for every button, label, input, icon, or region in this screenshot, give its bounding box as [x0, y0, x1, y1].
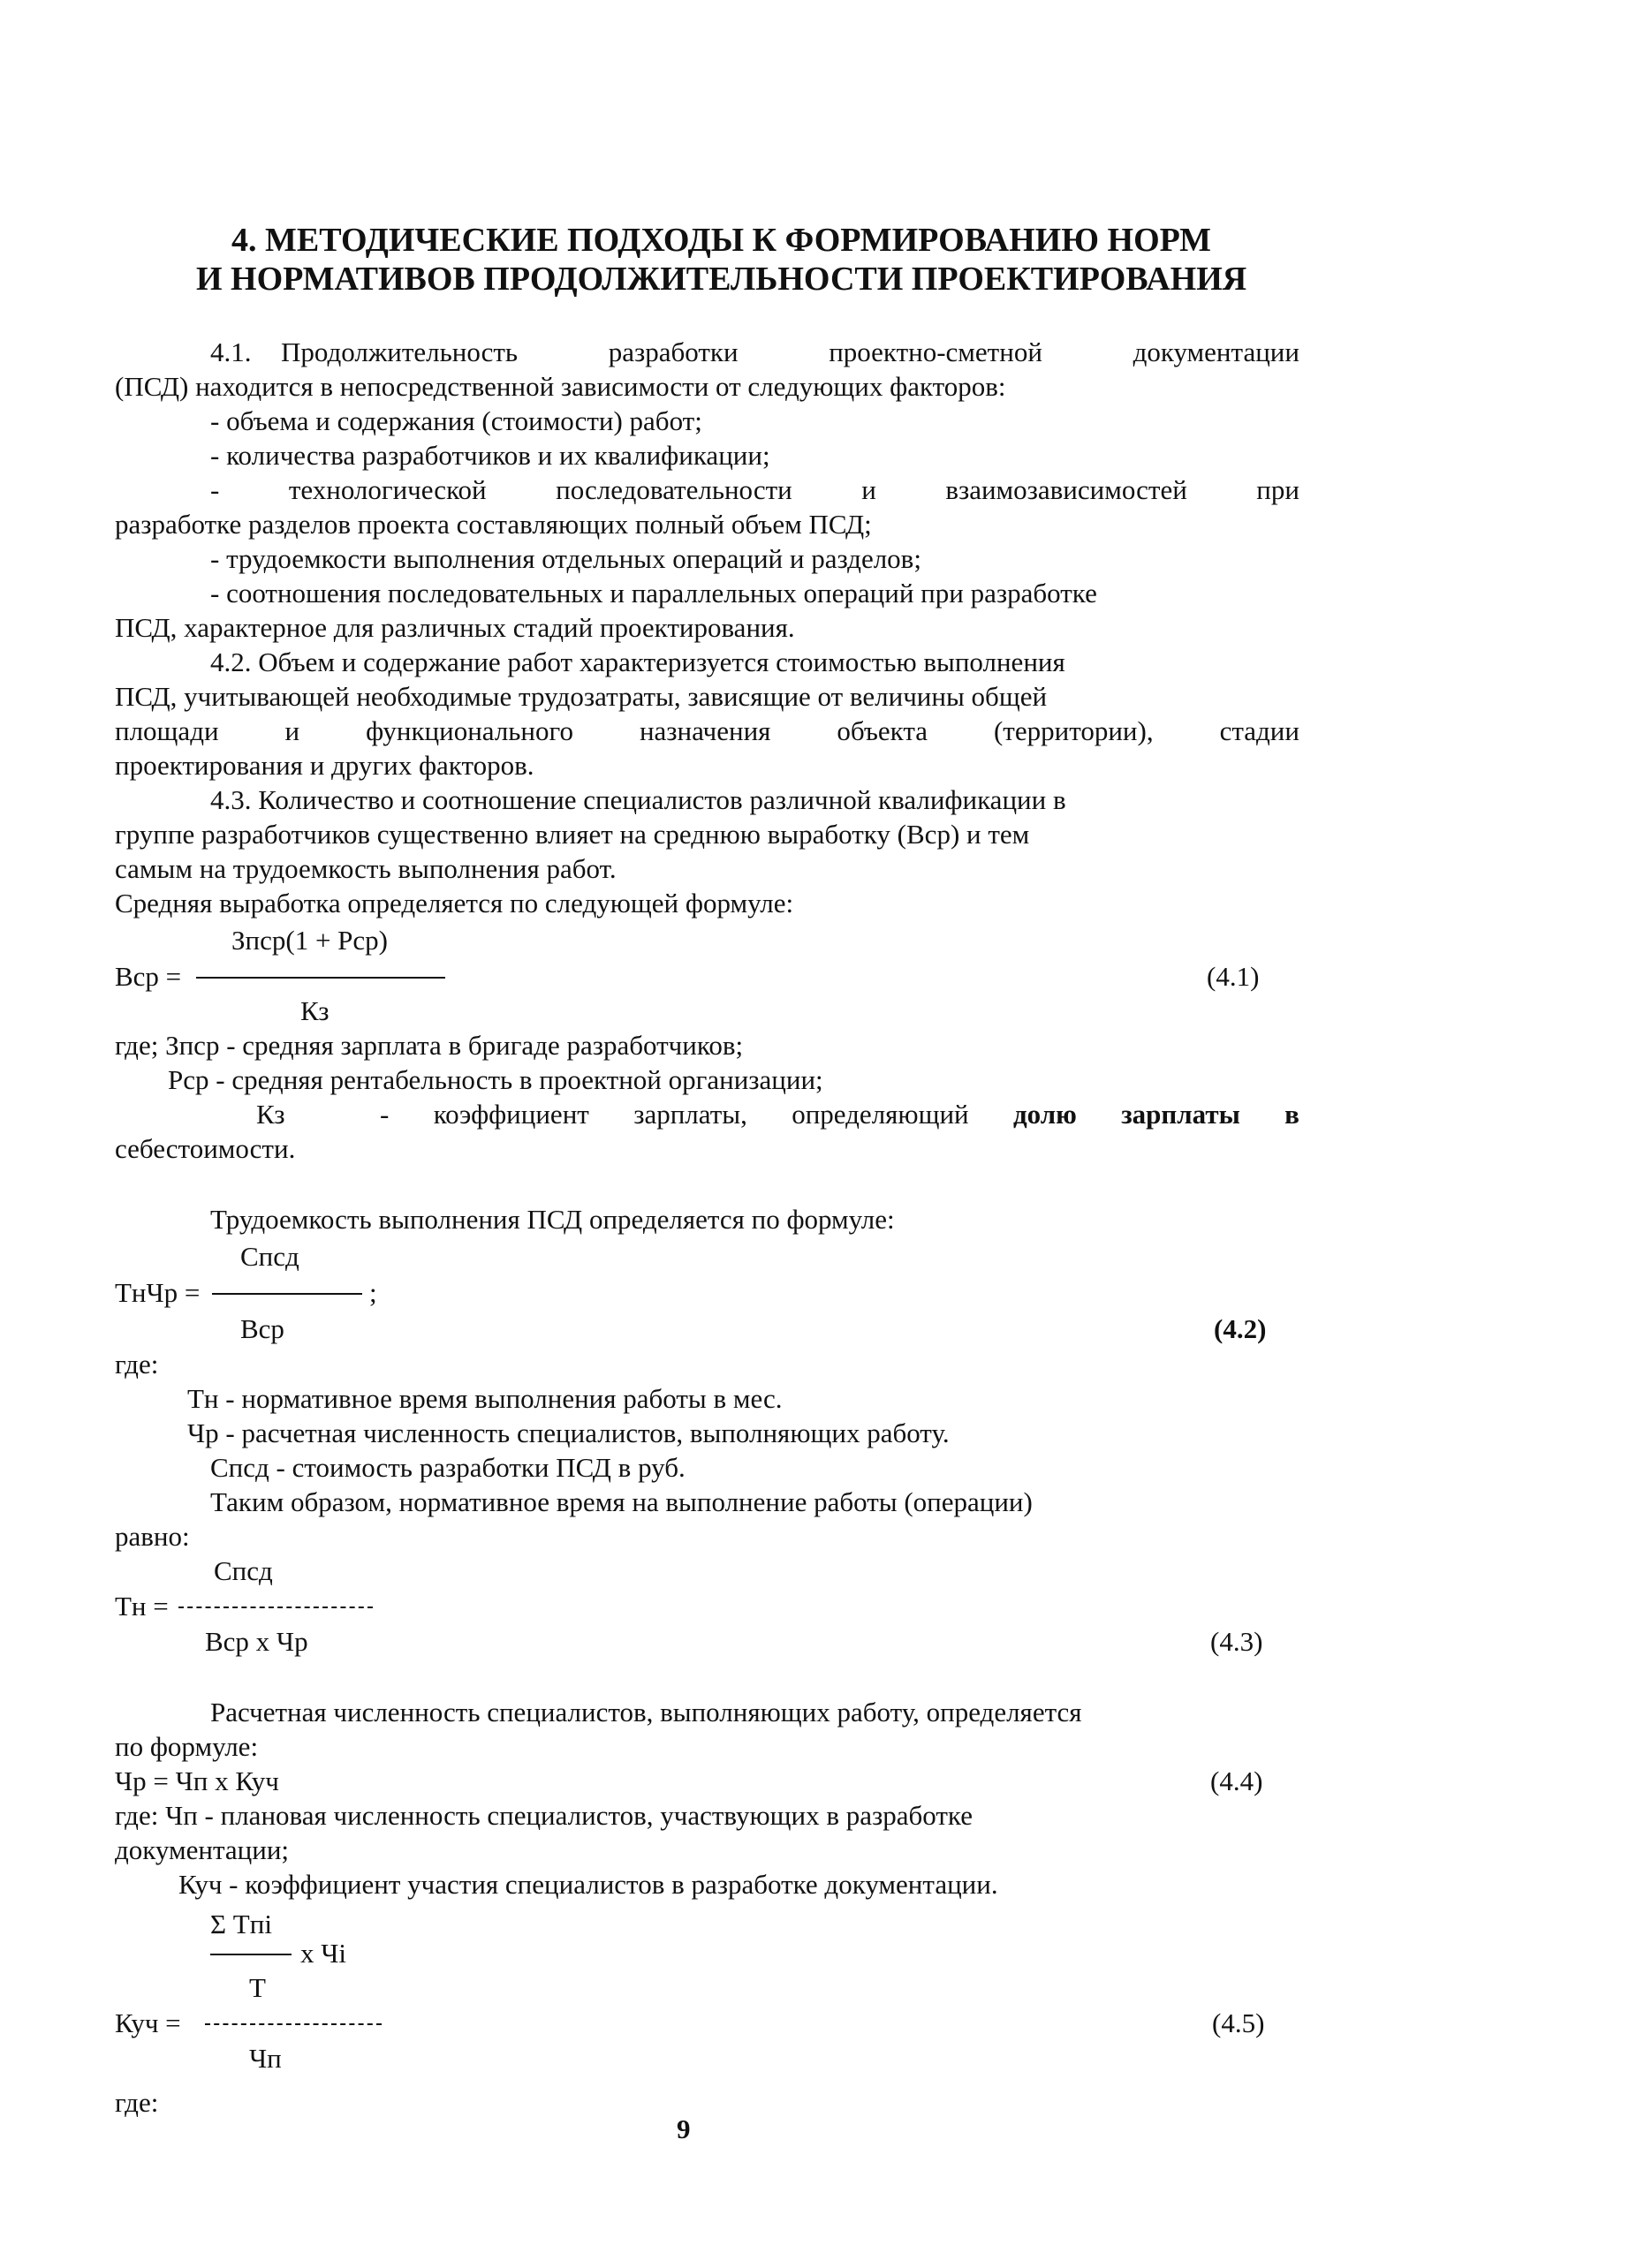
word: определяющий: [792, 1099, 969, 1130]
word: объекта: [837, 715, 928, 746]
f45-inner-denominator: T: [249, 1972, 266, 2003]
f44-formula: Чр = Чп х Куч: [115, 1765, 279, 1796]
p43-line-1: 4.3. Количество и соотношение специалистов различной квалификации в: [210, 784, 1066, 815]
p41-line-2: (ПСД) находится в непосредственной зависимости от следующих факторов:: [115, 371, 1006, 402]
f43-lhs: Тн =: [115, 1591, 169, 1622]
word: и: [284, 715, 300, 746]
word: -: [380, 1099, 390, 1130]
f45-where: где:: [115, 2087, 159, 2118]
f42-fraction-bar: [212, 1293, 362, 1295]
f43-fraction-bar: [178, 1606, 373, 1608]
p42-line-2: ПСД, учитывающей необходимые трудозатраты, зависящие от величины общей: [115, 681, 1048, 712]
p42-line-3: [115, 714, 1299, 748]
f42-tail: ;: [369, 1277, 377, 1308]
f45-inner-multiplier: х Чi: [300, 1938, 347, 1969]
f42-number: (4.2): [1214, 1313, 1267, 1344]
p43-line-4: Средняя выработка определяется по следующей формуле:: [115, 888, 794, 919]
f45-inner-fraction-bar: [210, 1954, 292, 1955]
word: назначения: [639, 715, 771, 746]
p41-factor-3-cont: разработке разделов проекта составляющих полный объем ПСД;: [115, 509, 872, 540]
f41-numerator: Зпср(1 + Рср): [231, 925, 389, 956]
p41-factor-1: - объема и содержания (стоимости) работ;: [210, 405, 702, 436]
word: технологической: [288, 474, 487, 505]
f45-denominator: Чп: [249, 2043, 282, 2074]
p41-lead: 4.1.: [210, 336, 252, 367]
f44-number: (4.4): [1210, 1765, 1263, 1796]
p41-factor-5: - соотношения последовательных и параллельных операций при разработке: [210, 578, 1097, 609]
word: площади: [115, 715, 219, 746]
word: при: [1256, 474, 1299, 505]
f44-where-1: где: Чп - плановая численность специалистов, участвующих в разработке: [115, 1800, 973, 1831]
word: -: [210, 474, 220, 505]
f42-conclusion: Таким образом, нормативное время на выполнение работы (операции): [210, 1486, 1033, 1517]
p42-line-4: проектирования и других факторов.: [115, 750, 534, 781]
f43-number: (4.3): [1210, 1626, 1263, 1657]
p43-line-3: самым на трудоемкость выполнения работ.: [115, 853, 617, 884]
f45-number: (4.5): [1212, 2007, 1265, 2038]
f41-where-3: [380, 1098, 1299, 1131]
f41-fraction-bar: [196, 977, 445, 979]
f42-def-2: Чр - расчетная численность специалистов, выполняющих работу.: [187, 1418, 950, 1448]
word: взаимозависимостей: [945, 474, 1187, 505]
f41-denominator: Кз: [300, 995, 330, 1026]
word: (территории),: [993, 715, 1154, 746]
f45-fraction-bar: [205, 2023, 382, 2025]
f42-numerator: Спсд: [240, 1241, 299, 1272]
p41-factor-2: - количества разработчиков и их квалификации;: [210, 440, 770, 471]
word: Продолжительность: [281, 336, 519, 367]
word: стадии: [1219, 715, 1299, 746]
f41-where-1: где; Зпср - средняя зарплата в бригаде разработчиков;: [115, 1030, 744, 1061]
f45-lhs: Куч =: [115, 2007, 181, 2038]
f42-denominator: Вср: [240, 1313, 284, 1344]
f44-where-2: Куч - коэффициент участия специалистов в разработке документации.: [178, 1869, 998, 1900]
f43-numerator: Спсд: [214, 1555, 273, 1586]
p43-line-2: группе разработчиков существенно влияет на среднюю выработку (Вср) и тем: [115, 819, 1030, 850]
word: документации: [1133, 336, 1299, 367]
f42-lhs: ТнЧр =: [115, 1277, 201, 1308]
word: долю: [1013, 1099, 1077, 1130]
f41-number: (4.1): [1207, 961, 1260, 992]
word: зарплаты,: [633, 1099, 747, 1130]
p42-line-1: 4.2. Объем и содержание работ характеризуется стоимостью выполнения: [210, 646, 1065, 677]
p41-factor-3: [210, 473, 1299, 507]
f42-conclusion-cont: равно:: [115, 1521, 190, 1552]
word: последовательности: [556, 474, 792, 505]
f44-where-1-cont: документации;: [115, 1834, 290, 1865]
f43-denominator: Вср х Чр: [205, 1626, 308, 1657]
f41-where-3-symbol: Кз: [256, 1099, 285, 1130]
word: проектно-сметной: [829, 336, 1042, 367]
f44-intro-cont: по формуле:: [115, 1731, 259, 1762]
p41-line-1: [281, 336, 1299, 369]
f42-def-3: Спсд - стоимость разработки ПСД в руб.: [210, 1452, 686, 1483]
word: коэффициент: [433, 1099, 589, 1130]
f45-inner-numerator: Σ Tпi: [210, 1909, 272, 1939]
word: зарплаты: [1121, 1099, 1240, 1130]
p41-factor-5-cont: ПСД, характерное для различных стадий проектирования.: [115, 612, 795, 643]
word: разработки: [608, 336, 739, 367]
word: в: [1284, 1099, 1299, 1130]
f41-where-2: Рср - средняя рентабельность в проектной организации;: [168, 1064, 823, 1095]
f44-intro: Расчетная численность специалистов, выполняющих работу, определяется: [210, 1697, 1082, 1727]
word: и: [861, 474, 876, 505]
word: функционального: [366, 715, 573, 746]
f42-intro: Трудоемкость выполнения ПСД определяется по формуле:: [210, 1204, 895, 1235]
p41-factor-4: - трудоемкости выполнения отдельных операций и разделов;: [210, 543, 921, 574]
section-title-line-2: И НОРМАТИВОВ ПРОДОЛЖИТЕЛЬНОСТИ ПРОЕКТИРОВАНИЯ: [196, 261, 1247, 298]
page-number: 9: [677, 2113, 691, 2144]
f42-def-1: Тн - нормативное время выполнения работы в мес.: [187, 1383, 783, 1414]
f42-where: где:: [115, 1349, 159, 1380]
f41-where-3-cont: себестоимости.: [115, 1133, 296, 1164]
f41-lhs: Вср =: [115, 961, 182, 992]
section-title-line-1: 4. МЕТОДИЧЕСКИЕ ПОДХОДЫ К ФОРМИРОВАНИЮ НОРМ: [231, 222, 1211, 259]
